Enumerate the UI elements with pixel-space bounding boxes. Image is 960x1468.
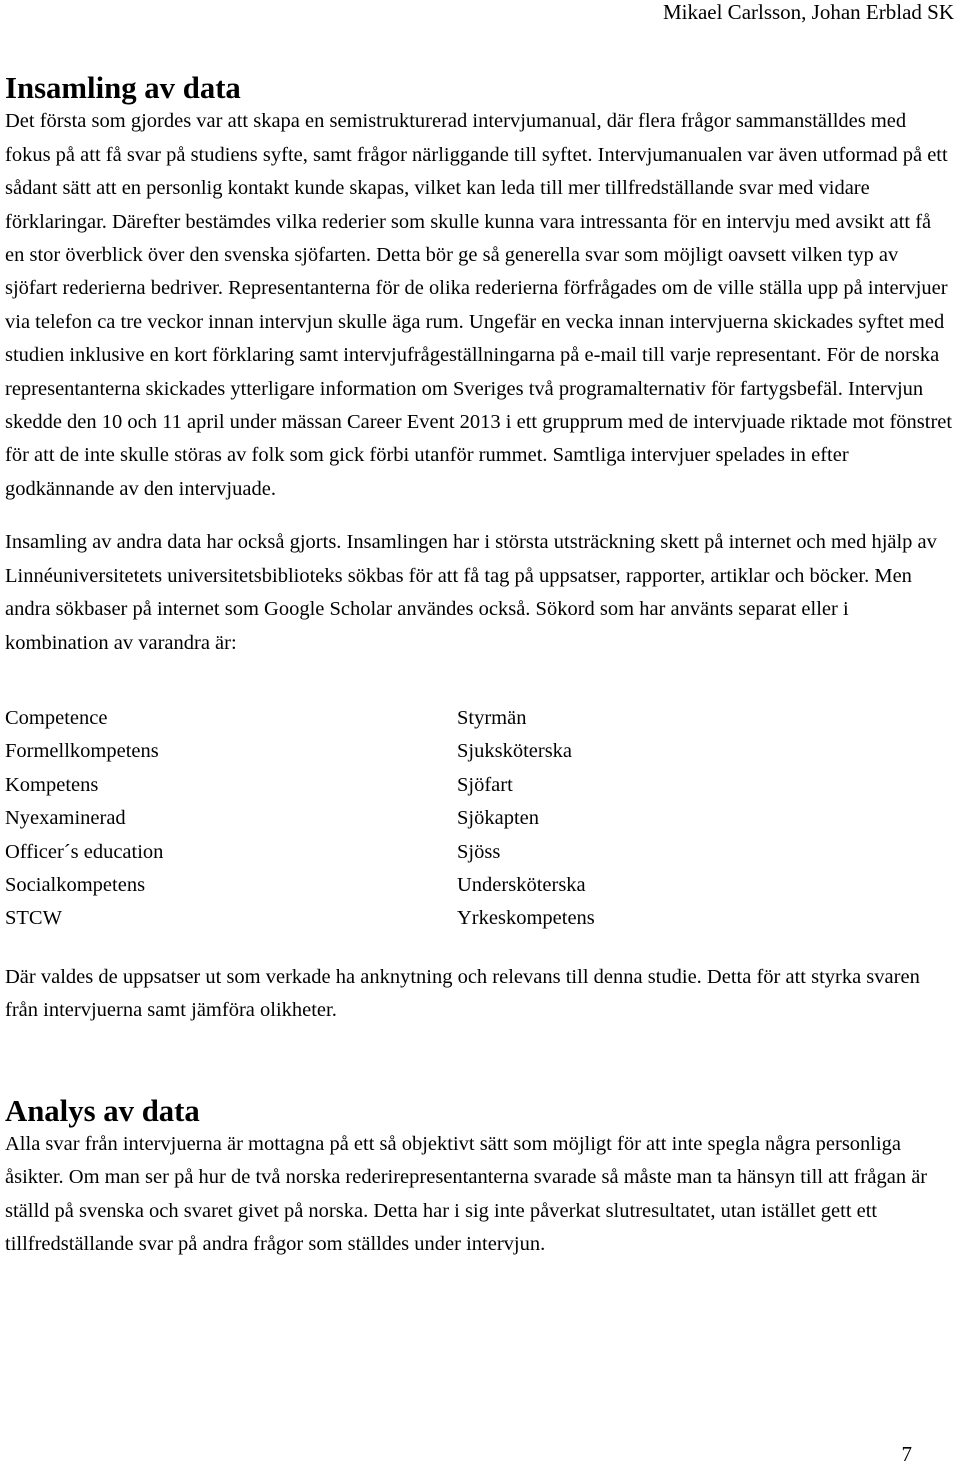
keyword-item: Sjöfart xyxy=(457,773,513,796)
paragraph-analysis: Alla svar från intervjuerna är mottagna på ett så objektivt sätt som möjligt för att inte spegla några personliga åsikter. Om man ser på hur de två norska rederirepresentanterna svarade så måste man ta hänsyn till att frågan är ställd på svenska och svaret givet på norska. Detta har i sig inte påverkat slutresultatet, utan istället gett ett tillfredställande svar på andra frågor som ställdes under intervjun. xyxy=(5,1132,928,1256)
keyword-item: Sjuksköterska xyxy=(457,740,573,763)
keyword-item: Sjökapten xyxy=(457,807,539,830)
header-author: Mikael Carlsson, Johan Erblad SK xyxy=(662,0,954,24)
keyword-item: Styrmän xyxy=(457,706,527,729)
keyword-list-right xyxy=(457,702,857,936)
keyword-lists xyxy=(5,702,955,936)
paragraph-selection: Där valdes de uppsatser ut som verkade ha anknytning och relevans till denna studie. Detta för att styrka svaren från intervjuerna samt jämföra olikheter. xyxy=(5,965,920,1022)
keyword-item: STCW xyxy=(5,907,62,930)
section-heading-data-collection: Insamling av data xyxy=(5,71,241,105)
keyword-item: Nyexaminerad xyxy=(5,807,126,830)
keyword-item: Yrkeskompetens xyxy=(457,907,595,930)
paragraph-data-collection: Det första som gjordes var att skapa en semistrukturerad intervjumanual, där flera frågor sammanställdes med fokus på att få svar på studiens syfte, samt frågor närliggande till syftet. Intervjumanualen var även utformad på ett sådant sätt att en personlig kontakt kunde skapas, vilket kan leda till mer tillfredställande svar med vidare förklaringar. Därefter bestämdes vilka rederier som skulle kunna vara intressanta för en intervju med avsikt att få en stor överblick över den svenska sjöfarten. Detta bör ge så generella svar som möjligt oavsett vilken typ av sjöfart rederierna bedriver. Representanterna för de olika rederierna förfrågades om de ville ställa upp på intervjuer via telefon ca tre veckor innan intervjun skulle äga rum. Ungefär en vecka innan intervjuerna skickades syftet med studien inklusive en kort förklaring samt intervjufrågeställningarna på e-mail till varje representant. För de norska representanterna skickades ytterligare information om Sveriges två programalternativ för fartygsbefäl. Intervjun skedde den 10 och 11 april under mässan Career Event 2013 i ett grupprum med de intervjuade riktade mot fönstret för att de inte skulle störas av folk som gick förbi utanför rummet. Samtliga intervjuer spelades in efter godkännande av den intervjuade. xyxy=(5,110,953,500)
keyword-item: Formellkompetens xyxy=(5,740,159,763)
keyword-item: Kompetens xyxy=(5,773,99,796)
keyword-item: Undersköterska xyxy=(457,873,586,896)
keyword-item: Officer´s education xyxy=(5,840,164,863)
keyword-item: Sjöss xyxy=(457,840,501,863)
keyword-list-left xyxy=(5,702,457,936)
keyword-item: Competence xyxy=(5,706,108,729)
document-body xyxy=(5,72,955,1262)
paragraph-other-data: Insamling av andra data har också gjorts. Insamlingen har i största utsträckning skett på internet och med hjälp av Linnéuniversitetets universitetsbiblioteks sökbas för att få tag på uppsatser, rapporter, artiklar och böcker. Men andra sökbaser på internet som Google Scholar användes också. Sökord som har använts separat eller i kombination av varandra är: xyxy=(5,531,937,654)
keyword-item: Socialkompetens xyxy=(5,873,146,896)
page-number: 7 xyxy=(901,1442,912,1466)
section-heading-analysis: Analys av data xyxy=(5,1093,200,1128)
